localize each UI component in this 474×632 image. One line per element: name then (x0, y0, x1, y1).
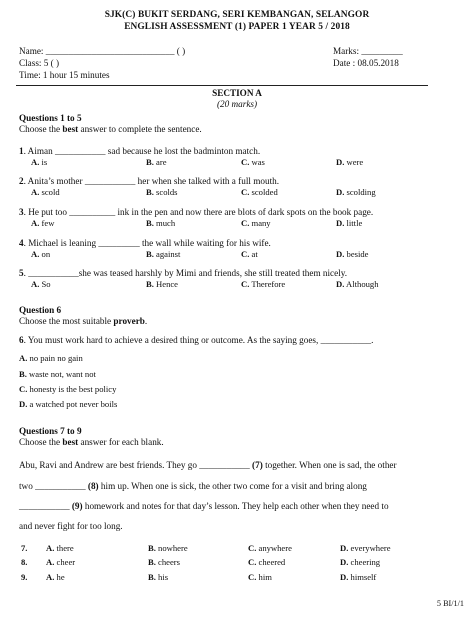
passage-line-2: two ___________ (8) him up. When one is sick, the other two come for a visit and bring along (19, 481, 367, 491)
question-5: 5. ___________she was teased harshly by Mimi and friends, she still treated them nicely. (19, 268, 348, 278)
q8-option-b[interactable]: B. cheers (148, 557, 180, 567)
q9-option-c[interactable]: C. him (248, 572, 272, 582)
q2-option-b[interactable]: B. scolds (146, 187, 178, 197)
q7-option-d[interactable]: D. everywhere (340, 543, 391, 553)
q5-option-c[interactable]: C. Therefore (241, 279, 286, 289)
q6-option-b[interactable]: B. waste not, want not (19, 369, 96, 379)
q3-option-c[interactable]: C. many (241, 218, 271, 228)
date-field: Date : 08.05.2018 (333, 58, 399, 68)
paper-title: ENGLISH ASSESSMENT (1) PAPER 1 YEAR 5 / 2018 (124, 22, 350, 32)
q8-option-d[interactable]: D. cheering (340, 557, 381, 567)
q4-option-a[interactable]: A. on (31, 249, 51, 259)
question-6: 6. You must work hard to achieve a desired thing or outcome. As the saying goes, ___________. (19, 335, 374, 345)
q1-option-b[interactable]: B. are (146, 157, 167, 167)
question-3: 3. He put too __________ ink in the pen and now there are blots of dark spots on the book page. (19, 207, 374, 217)
q2-option-d[interactable]: D. scolding (336, 187, 376, 197)
q3-option-b[interactable]: B. much (146, 218, 176, 228)
q2-option-a[interactable]: A. scold (31, 187, 60, 197)
q9-option-d[interactable]: D. himself (340, 572, 377, 582)
q2-option-c[interactable]: C. scolded (241, 187, 278, 197)
part3-instruction: Choose the best answer for each blank. (19, 437, 164, 447)
q4-option-b[interactable]: B. against (146, 249, 181, 259)
q4-option-d[interactable]: D. beside (336, 249, 369, 259)
page-code: 5 BI/1/1 (436, 599, 464, 608)
q1-option-c[interactable]: C. was (241, 157, 265, 167)
part3-heading: Questions 7 to 9 (19, 426, 82, 436)
question-1: 1. Aiman ___________ sad because he lost the badminton match. (19, 146, 261, 156)
q7-option-a[interactable]: A. there (46, 543, 74, 553)
passage-line-3: ___________ (9) homework and notes for that day’s lesson. They help each other when they need to (19, 501, 389, 511)
header-divider (16, 85, 428, 86)
q6-option-c[interactable]: C. honesty is the best policy (19, 384, 117, 394)
class-field: Class: 5 ( ) (19, 58, 60, 68)
name-field: Name: ____________________________ ( ) (19, 46, 186, 56)
q4-option-c[interactable]: C. at (241, 249, 258, 259)
q5-option-a[interactable]: A. So (31, 279, 51, 289)
q9-option-b[interactable]: B. his (148, 572, 169, 582)
marks-field: Marks: _________ (333, 46, 403, 56)
question-4: 4. Michael is leaning _________ the wall while waiting for his wife. (19, 238, 271, 248)
q6-option-a[interactable]: A. no pain no gain (19, 353, 83, 363)
q1-option-d[interactable]: D. were (336, 157, 364, 167)
question-2: 2. Anita’s mother ___________ her when she talked with a full mouth. (19, 176, 280, 186)
part1-heading: Questions 1 to 5 (19, 113, 82, 123)
q3-option-d[interactable]: D. little (336, 218, 363, 228)
q8-option-c[interactable]: C. cheered (248, 557, 286, 567)
q1-option-a[interactable]: A. is (31, 157, 48, 167)
time-field: Time: 1 hour 15 minutes (19, 70, 110, 80)
q9-option-a[interactable]: A. he (46, 572, 65, 582)
part2-instruction: Choose the most suitable proverb. (19, 316, 148, 326)
passage-line-1: Abu, Ravi and Andrew are best friends. They go ___________ (7) together. When one is sad, the other (19, 460, 397, 470)
section-marks: (20 marks) (216, 99, 258, 109)
question-7: 7. (21, 543, 28, 553)
part2-heading: Question 6 (19, 305, 62, 315)
q7-option-b[interactable]: B. nowhere (148, 543, 188, 553)
school-name: SJK(C) BUKIT SERDANG, SERI KEMBANGAN, SELANGOR (104, 10, 370, 20)
passage-line-4: and never fight for too long. (19, 521, 123, 531)
section-title: SECTION A (212, 88, 262, 98)
q3-option-a[interactable]: A. few (31, 218, 55, 228)
question-9: 9. (21, 572, 28, 582)
q6-option-d[interactable]: D. a watched pot never boils (19, 399, 118, 409)
q5-option-b[interactable]: B. Hence (146, 279, 178, 289)
question-8: 8. (21, 557, 28, 567)
q8-option-a[interactable]: A. cheer (46, 557, 76, 567)
part1-instruction: Choose the best answer to complete the sentence. (19, 124, 202, 134)
q7-option-c[interactable]: C. anywhere (248, 543, 292, 553)
q5-option-d[interactable]: D. Although (336, 279, 379, 289)
